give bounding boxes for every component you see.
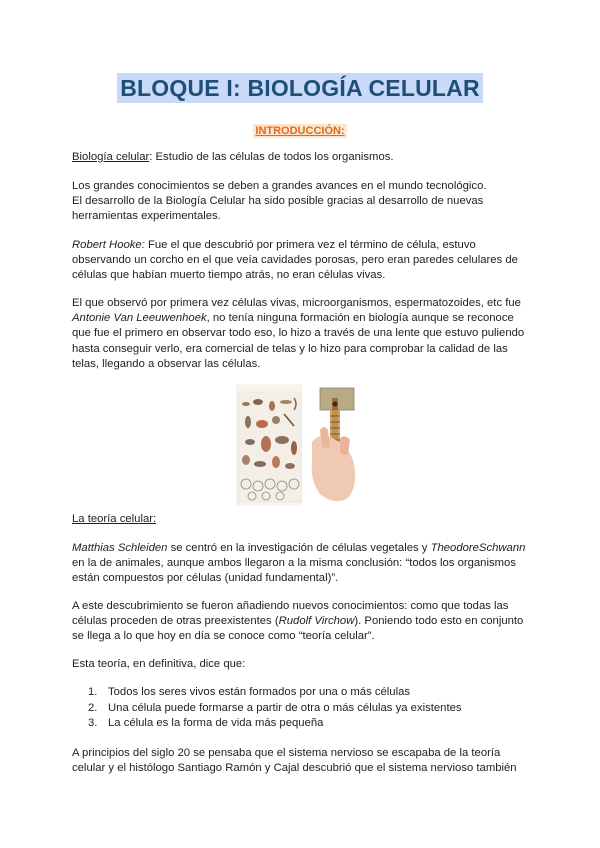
paragraph-hooke bbox=[72, 238, 532, 284]
theory-list bbox=[72, 685, 532, 732]
list-item-text: Una célula puede formarse a partir de otra o más células ya existentes bbox=[108, 701, 462, 714]
paragraph-definition bbox=[72, 150, 532, 165]
virchow-text-a: A este descubrimiento se fueron añadiendo nuevos conocimientos: como que todas las células proceden de otras preexistentes ( bbox=[72, 600, 509, 628]
name-robert-hooke: Robert Hooke: bbox=[72, 239, 145, 251]
name-leeuwenhoek: Antonie Van Leeuwenhoek bbox=[72, 312, 207, 325]
title-block bbox=[0, 73, 600, 103]
list-number: 3. bbox=[88, 717, 98, 729]
microscope-illustration-image bbox=[236, 384, 362, 506]
term-biologia-celular: Biología celular bbox=[72, 151, 150, 163]
name-schleiden: Matthias Schleiden bbox=[72, 542, 168, 554]
paragraph-ramon-y-cajal: A principios del siglo 20 se pensaba que el sistema nervioso se escapaba de la teoría celular y el histólogo Santiago Ramón y Cajal descubrió que el sistema nervioso también bbox=[72, 747, 517, 775]
list-number: 2. bbox=[88, 701, 98, 714]
list-item-text: La célula es la forma de vida más pequeña bbox=[108, 717, 324, 729]
schleiden-text-a: se centró en la investigación de células vegetales y bbox=[167, 542, 431, 554]
intro-heading-block bbox=[0, 121, 600, 139]
list-number: 1. bbox=[88, 686, 98, 698]
intro-heading: INTRODUCCIÓN: bbox=[255, 125, 345, 137]
hooke-text: Fue el que descubrió por primera vez el término de célula, estuvo observando un corcho en el que veía cavidades porosas, pero eran paredes celulares de células que habían muerto tiempo atrás, no eran células vivas. bbox=[72, 239, 518, 282]
name-schwann: TheodoreSchwann bbox=[430, 542, 526, 554]
paragraph-schleiden-schwann bbox=[72, 541, 532, 587]
section-heading-teoria-celular bbox=[72, 512, 532, 527]
list-item-text: Todos los seres vivos están formados por una o más células bbox=[108, 686, 411, 698]
name-virchow: Rudolf Virchow bbox=[278, 615, 355, 628]
paragraph-leeuwenhoek bbox=[72, 296, 532, 372]
advances-line1: Los grandes conocimientos se deben a grandes avances en el mundo tecnológico. bbox=[72, 180, 487, 192]
advances-line2: El desarrollo de la Biología Celular ha sido posible gracias al desarrollo de nuevas herramientas experimentales. bbox=[72, 195, 484, 223]
page-title: BLOQUE I: BIOLOGÍA CELULAR bbox=[117, 73, 483, 103]
list-item bbox=[72, 685, 532, 701]
paragraph-teoria-dice: Esta teoría, en definitiva, dice que: bbox=[72, 658, 246, 670]
section-heading-text: La teoría celular: bbox=[72, 513, 157, 525]
list-item bbox=[72, 716, 532, 732]
leeuwenhoek-text-a: El que observó por primera vez células vivas, microorganismos, espermatozoides, etc fue bbox=[72, 297, 521, 309]
paragraph-advances bbox=[72, 179, 532, 225]
schleiden-text-b: en la de animales, aunque ambos llegaron a la misma conclusión: “todos los organismos están compuestos por células (unidad fundamental)”. bbox=[72, 557, 516, 585]
definition-text: : Estudio de las células de todos los organismos. bbox=[149, 151, 394, 163]
list-item bbox=[72, 701, 532, 717]
paragraph-virchow bbox=[72, 599, 532, 645]
virchow-text-b: ). Poniendo todo esto en conjunto se llega a lo que hoy en día se conoce como “teoría celular”. bbox=[72, 615, 524, 643]
leeuwenhoek-text-b: , no tenía ninguna formación en biología aunque se reconoce que fue el primero en observar todo eso, lo hizo a través de una lente que estuvo puliendo hasta conseguir verlo, era comercial de telas y lo hizo para comprobar la calidad de las telas, llegando a observar las células. bbox=[72, 312, 525, 370]
